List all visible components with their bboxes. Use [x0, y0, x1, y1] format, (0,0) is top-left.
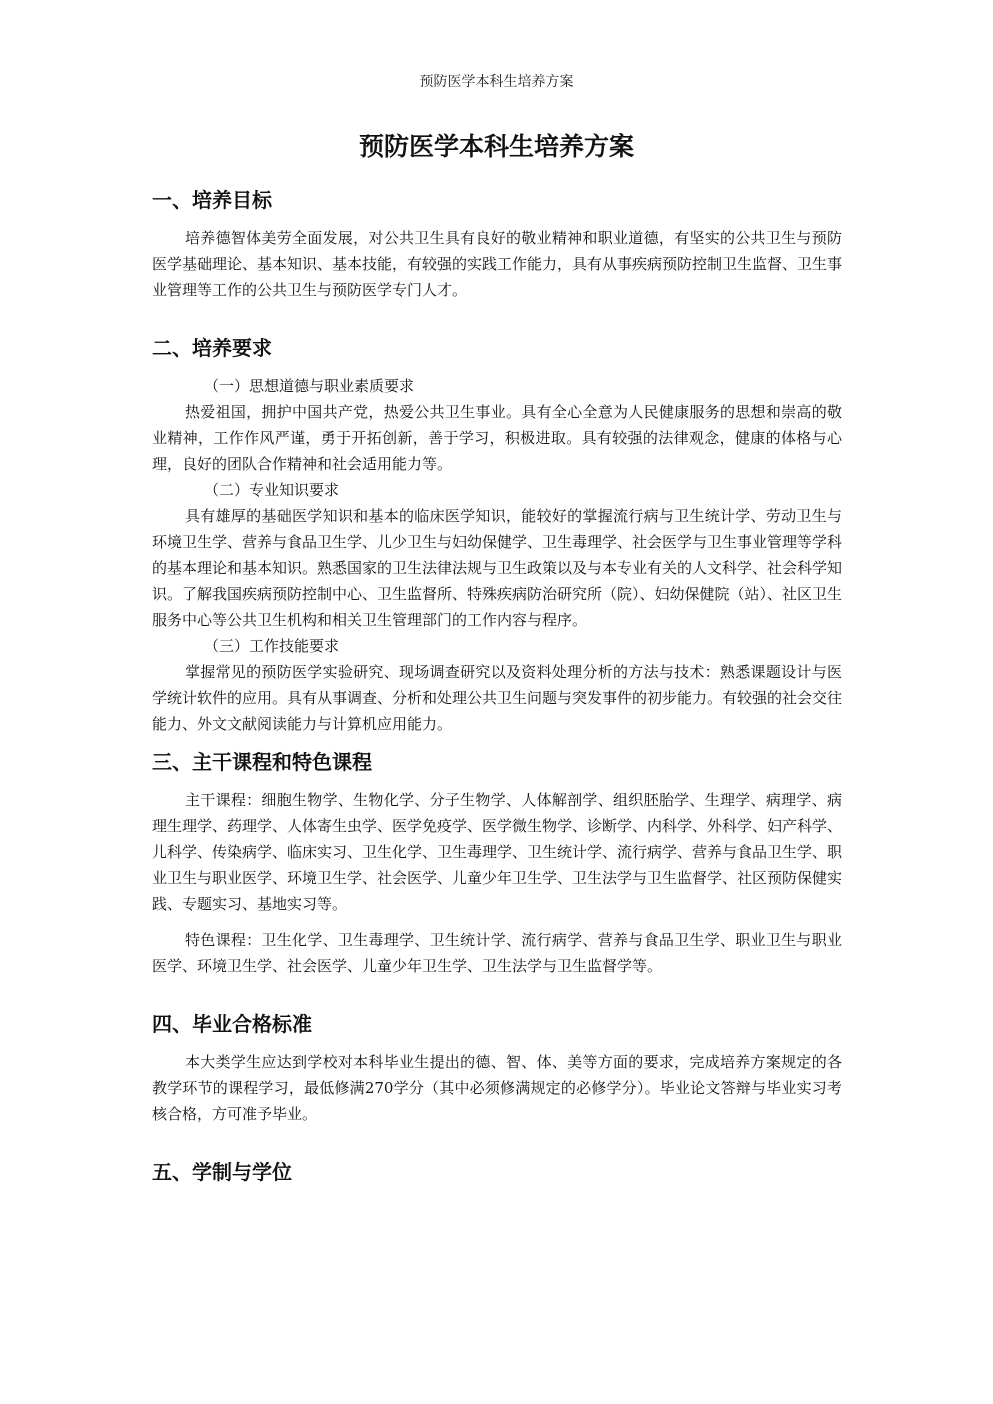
section-heading-courses: 三、主干课程和特色课程: [152, 750, 372, 774]
running-header: 预防医学本科生培养方案: [419, 74, 574, 90]
section-heading-graduation: 四、毕业合格标准: [152, 1012, 312, 1036]
document-title: 预防医学本科生培养方案: [358, 132, 634, 161]
section-heading-objectives: 一、培养目标: [152, 188, 272, 212]
skills-paragraph: 掌握常见的预防医学实验研究、现场调查研究以及资料处理分析的方法与技术：熟悉课题设计与医学统计软件的应用。具有从事调查、分析和处理公共卫生问题与突发事件的初步能力。有较强的社会交往能力、外文文献阅读能力与计算机应用能力。: [152, 663, 843, 733]
featured-courses-paragraph: 特色课程：卫生化学、卫生毒理学、卫生统计学、流行病学、营养与食品卫生学、职业卫生与职业医学、环境卫生学、社会医学、儿童少年卫生学、卫生法学与卫生监督学等。: [152, 931, 842, 975]
section-heading-degree: 五、学制与学位: [152, 1160, 292, 1184]
section-heading-requirements: 二、培养要求: [152, 336, 272, 360]
document-body: [152, 185, 842, 1187]
ethics-paragraph: 热爱祖国，拥护中国共产党，热爱公共卫生事业。具有全心全意为人民健康服务的思想和崇高的敬业精神，工作作风严谨，勇于开拓创新，善于学习，积极进取。具有较强的法律观念，健康的体格与心理，良好的团队合作精神和社会适用能力等。: [152, 403, 842, 473]
graduation-paragraph: 本大类学生应达到学校对本科毕业生提出的德、智、体、美等方面的要求，完成培养方案规定的各教学环节的课程学习，最低修满270学分（其中必须修满规定的必修学分）。毕业论文答辩与毕业实习考核合格，方可准予毕业。: [152, 1053, 842, 1123]
main-courses-paragraph: 主干课程：细胞生物学、生物化学、分子生物学、人体解剖学、组织胚胎学、生理学、病理学、病理生理学、药理学、人体寄生虫学、医学免疫学、医学微生物学、诊断学、内科学、外科学、妇产科学、儿科学、传染病学、临床实习、卫生化学、卫生毒理学、卫生统计学、流行病学、营养与食品卫生学、职业卫生与职业医学、环境卫生学、社会医学、儿童少年卫生学、卫生法学与卫生监督学、社区预防保健实践、专题实习、基地实习等。: [152, 791, 843, 913]
subheading-skills: （三）工作技能要求: [204, 637, 340, 655]
subheading-ethics: （一）思想道德与职业素质要求: [204, 377, 415, 395]
subheading-knowledge: （二）专业知识要求: [204, 481, 340, 499]
knowledge-paragraph: 具有雄厚的基础医学知识和基本的临床医学知识，能较好的掌握流行病与卫生统计学、劳动卫生与环境卫生学、营养与食品卫生学、儿少卫生与妇幼保健学、卫生毒理学、社会医学与卫生事业管理等学科的基本理论和基本知识。熟悉国家的卫生法律法规与卫生政策以及与本专业有关的人文科学、社会科学知识。了解我国疾病预防控制中心、卫生监督所、特殊疾病防治研究所（院）、妇幼保健院（站）、社区卫生服务中心等公共卫生机构和相关卫生管理部门的工作内容与程序。: [152, 507, 843, 629]
objectives-paragraph: 培养德智体美劳全面发展，对公共卫生具有良好的敬业精神和职业道德，有坚实的公共卫生与预防医学基础理论、基本知识、基本技能，有较强的实践工作能力，具有从事疾病预防控制卫生监督、卫生事业管理等工作的公共卫生与预防医学专门人才。: [152, 229, 843, 299]
